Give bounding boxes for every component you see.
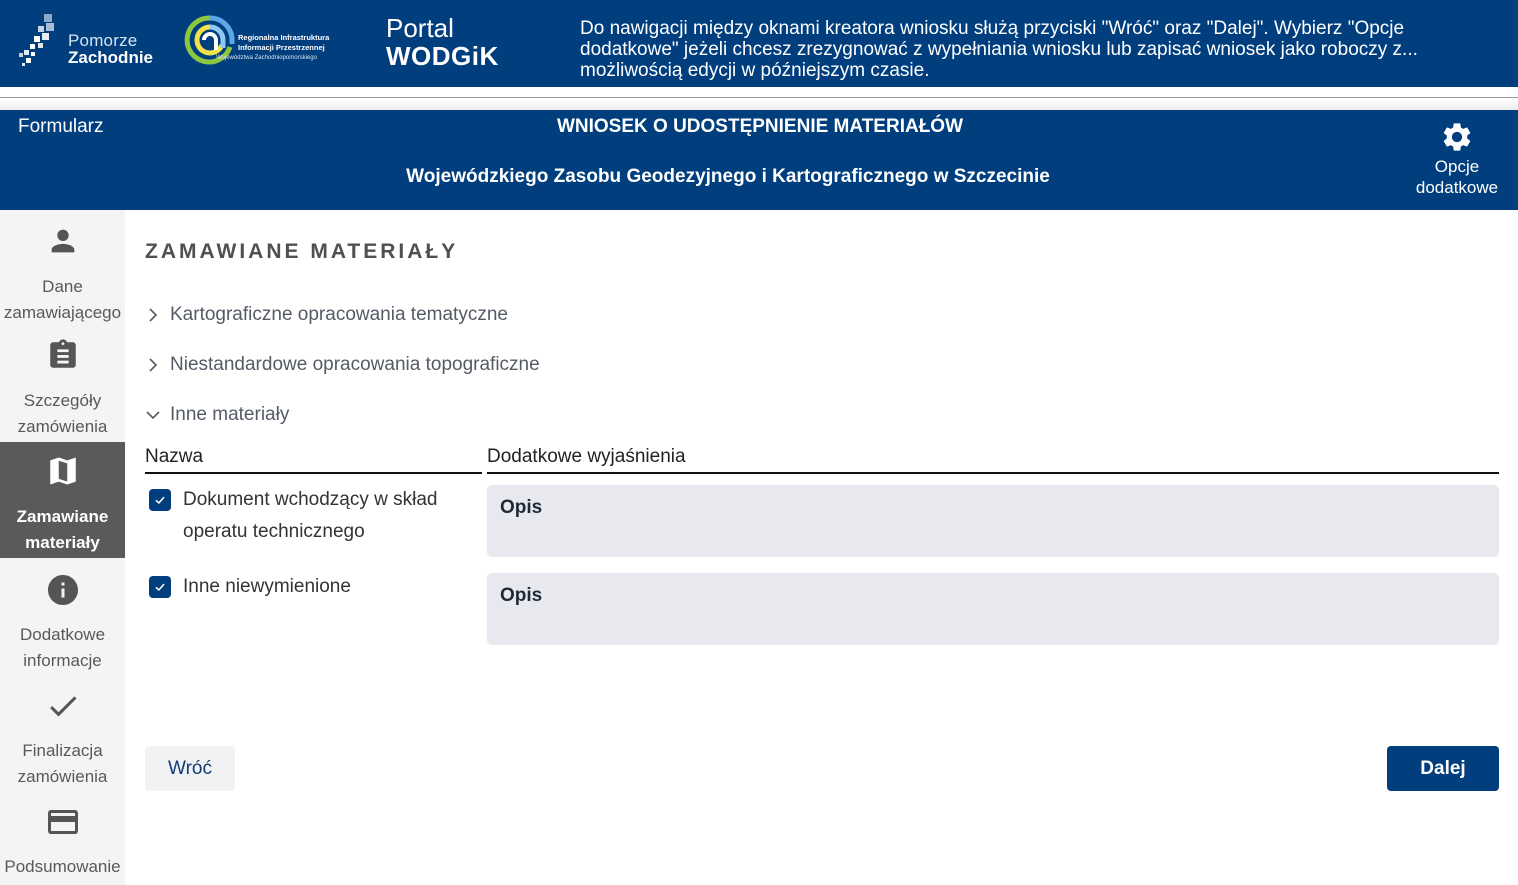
form-title-line2: Wojewódzkiego Zasobu Geodezyjnego i Kartograficznego w Szczecinie: [406, 166, 1050, 187]
sidebar-item-zamawiane-materialy[interactable]: [0, 442, 125, 558]
sidebar-item-podsumowanie[interactable]: [0, 804, 125, 884]
riip-logo[interactable]: [184, 12, 344, 70]
checkmark-icon: [153, 580, 167, 594]
chevron-right-icon: [145, 357, 161, 373]
accordion-kartograficzne[interactable]: [145, 300, 508, 330]
riip-logo-line3: Województwa Zachodniopomorskiego: [216, 55, 317, 61]
separator-shade: [0, 98, 1518, 110]
gear-icon: [1440, 120, 1474, 154]
table-row-checkbox[interactable]: [149, 573, 473, 603]
additional-options-button[interactable]: [1404, 118, 1510, 204]
form-label: Formularz: [18, 116, 104, 137]
portal-logo-line1: Portal: [386, 13, 454, 43]
column-header-name: Nazwa: [145, 446, 482, 474]
sidebar-item-dane-zamawiajacego[interactable]: [0, 222, 125, 328]
row-name: Inne niewymienione: [183, 576, 351, 597]
sidebar-item-label: Dane: [42, 277, 83, 296]
form-header: [0, 110, 1518, 210]
top-banner: [0, 0, 1518, 87]
back-button[interactable]: Wróć: [145, 746, 235, 791]
check-icon: [45, 688, 81, 724]
chevron-right-icon: [145, 307, 161, 323]
options-label-line2: dodatkowe: [1415, 178, 1499, 197]
portal-wodgik-logo[interactable]: [386, 14, 499, 70]
credit-card-icon: [45, 804, 81, 840]
portal-logo-line2: WODGiK: [386, 41, 499, 71]
sidebar-item-label: zamówienia: [17, 417, 108, 436]
options-label-line1: Opcje: [1434, 157, 1480, 176]
pomorze-zachodnie-logo[interactable]: [16, 12, 154, 70]
accordion-niestandardowe[interactable]: [145, 350, 540, 380]
sidebar-item-label: Zamawiane: [16, 507, 109, 526]
accordion-label: Kartograficzne opracowania tematyczne: [170, 304, 508, 325]
column-header-description: Dodatkowe wyjaśnienia: [487, 446, 1499, 474]
checkmark-icon: [153, 493, 167, 507]
sidebar-item-label: zamówienia: [17, 767, 108, 786]
row-name: Dokument wchodzący w skład operatu technicznego: [183, 489, 438, 542]
header-separator: [0, 87, 1518, 110]
sidebar-item-label: materiały: [25, 533, 100, 552]
pomorze-logo-line2: Zachodnie: [68, 48, 154, 67]
accordion-inne-materialy[interactable]: [145, 400, 289, 430]
sidebar-item-label: Finalizacja: [22, 741, 103, 760]
navigation-info-text: Do nawigacji między oknami kreatora wniosku służą przyciski "Wróć" oraz "Dalej". Wybierz "Opcje dodatkowe" jeżeli chcesz zrezygnować z wypełniania wniosku lub zapisać wniosek jako roboczy z... możliwością edycji w późniejszym czasie.: [580, 18, 1418, 81]
description-input[interactable]: Opis: [487, 573, 1499, 645]
sidebar-item-label: zamawiającego: [3, 303, 122, 322]
table-row-checkbox[interactable]: [149, 486, 473, 548]
person-icon: [46, 224, 80, 258]
sidebar-item-label: Szczegóły: [23, 391, 102, 410]
form-title-line1: WNIOSEK O UDOSTĘPNIENIE MATERIAŁÓW: [556, 116, 964, 137]
accordion-label: Niestandardowe opracowania topograficzne: [170, 354, 540, 375]
sidebar-item-finalizacja-zamowienia[interactable]: [0, 688, 125, 792]
checkbox-checked[interactable]: [149, 576, 171, 598]
chevron-down-icon: [145, 407, 161, 423]
pomorze-logo-mark-icon: [16, 12, 66, 68]
riip-logo-line1: Regionalna Infrastruktura: [238, 33, 330, 42]
sidebar-item-label: Dodatkowe: [19, 625, 106, 644]
sidebar-item-label: Podsumowanie: [4, 857, 121, 876]
sidebar-item-label: informacje: [23, 651, 102, 670]
main-content: [125, 210, 1518, 885]
checkbox-checked[interactable]: [149, 489, 171, 511]
map-icon: [46, 454, 80, 488]
info-icon: [45, 572, 81, 608]
next-button[interactable]: Dalej: [1387, 746, 1499, 791]
description-input[interactable]: Opis: [487, 485, 1499, 557]
riip-logo-line2: Informacji Przestrzennej: [238, 43, 325, 52]
page-title: ZAMAWIANE MATERIAŁY: [145, 240, 459, 263]
clipboard-icon: [46, 338, 80, 372]
sidebar-item-dodatkowe-informacje[interactable]: [0, 572, 125, 676]
wizard-steps-sidebar: [0, 210, 125, 885]
sidebar-item-szczegoly-zamowienia[interactable]: [0, 338, 125, 442]
pomorze-logo-line1: Pomorze: [68, 31, 138, 50]
accordion-label: Inne materiały: [170, 404, 290, 425]
